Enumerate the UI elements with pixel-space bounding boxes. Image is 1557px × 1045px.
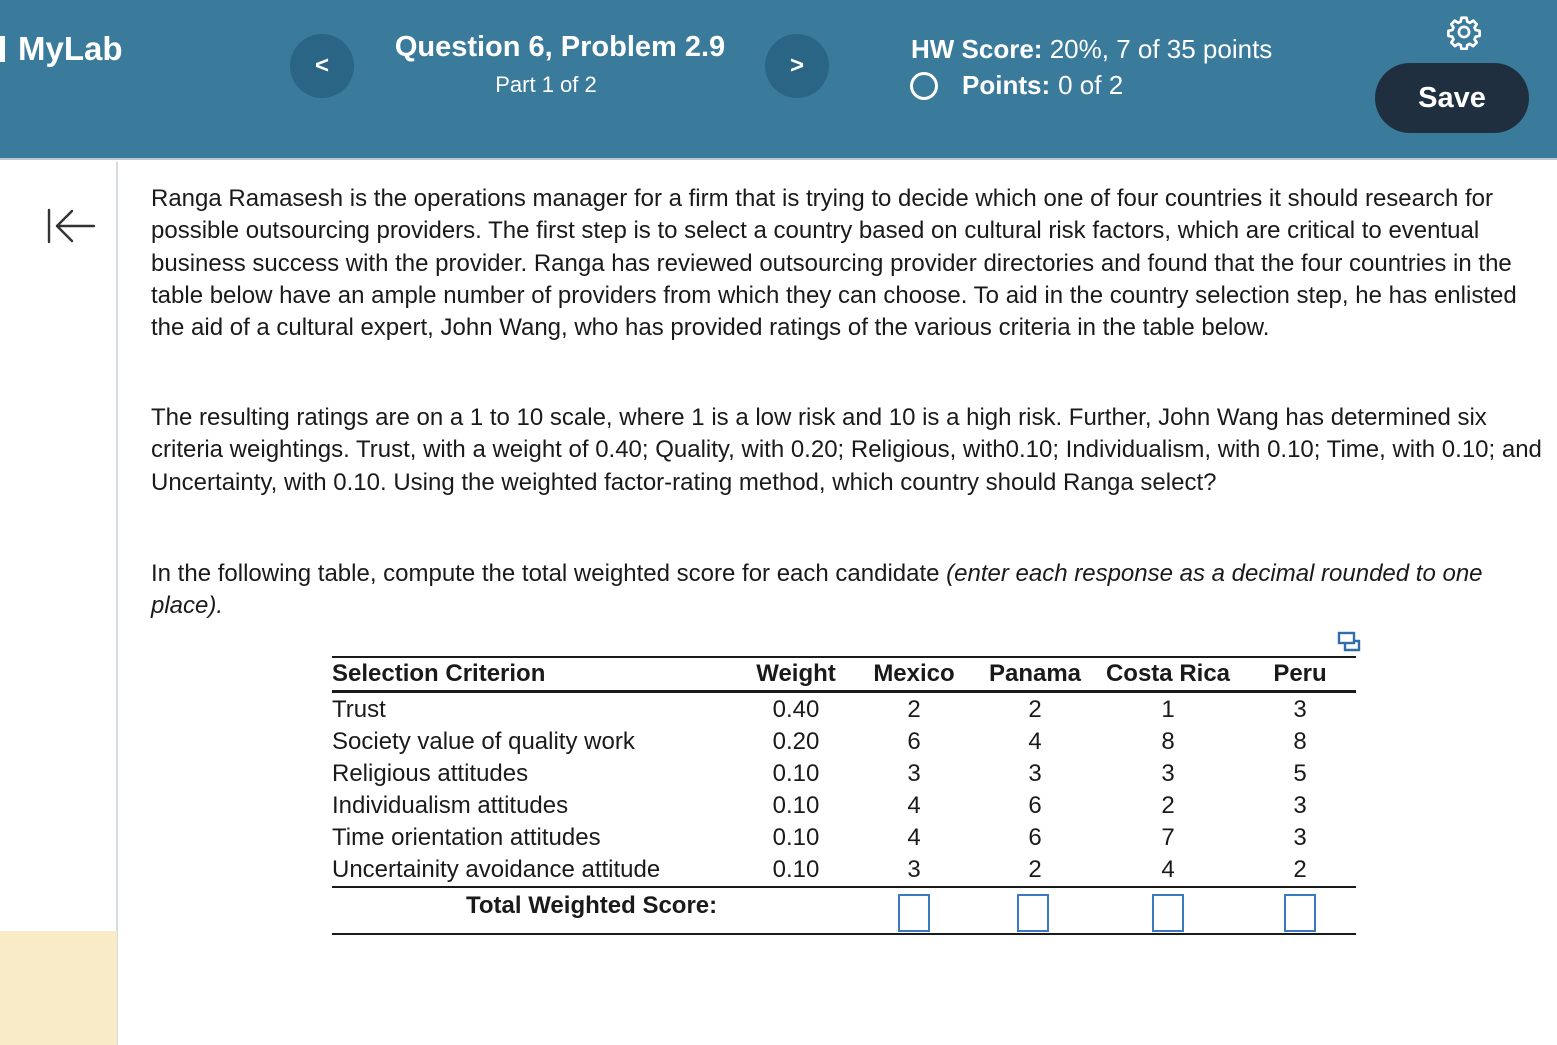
header-selection-criterion: Selection Criterion [332,660,546,687]
gear-icon[interactable] [1446,14,1482,50]
hw-score [911,34,1272,65]
peru-total-input[interactable] [1284,894,1316,932]
row-criterion: Uncertainity avoidance attitude [332,856,661,883]
row-weight: 0.10 [772,824,820,851]
row-costa-rica: 2 [1161,792,1175,819]
brand-logo: MyLab [18,30,123,67]
row-mexico: 2 [907,696,921,723]
row-peru: 8 [1293,728,1307,755]
row-criterion: Society value of quality work [332,728,635,755]
table-body-rule [332,886,1356,888]
row-peru: 3 [1293,792,1307,819]
total-weighted-score-label: Total Weighted Score: [466,892,718,919]
table-top-rule [332,656,1356,658]
row-costa-rica: 4 [1161,856,1175,883]
table-header-rule [332,690,1356,693]
header-mexico: Mexico [873,660,955,687]
row-weight: 0.40 [772,696,820,723]
collapse-left-icon[interactable] [44,206,96,246]
copy-table-icon[interactable] [1336,630,1362,654]
row-weight: 0.20 [772,728,820,755]
row-weight: 0.10 [772,792,820,819]
row-panama: 4 [1028,728,1042,755]
brand-bar [0,36,5,62]
row-panama: 2 [1028,696,1042,723]
row-criterion: Religious attitudes [332,760,529,787]
row-mexico: 3 [907,856,921,883]
costa-rica-total-input[interactable] [1152,894,1184,932]
row-costa-rica: 7 [1161,824,1175,851]
row-criterion: Individualism attitudes [332,792,569,819]
row-panama: 3 [1028,760,1042,787]
panama-total-input[interactable] [1017,894,1049,932]
row-weight: 0.10 [772,856,820,883]
row-mexico: 3 [907,760,921,787]
previous-question-button[interactable]: < [290,34,354,98]
mexico-total-input[interactable] [898,894,930,932]
header-peru: Peru [1273,660,1327,687]
instructions-italic: (enter each response as a decimal rounded to one place). [151,560,1483,620]
row-criterion: Time orientation attitudes [332,824,601,851]
row-mexico: 6 [907,728,921,755]
hw-score-value: 20%, 7 of 35 points [1049,34,1273,64]
top-header [0,0,1557,160]
row-mexico: 4 [907,792,921,819]
row-panama: 6 [1028,792,1042,819]
instructions-text: In the following table, compute the total weighted score for each candidate [151,560,947,587]
save-button[interactable]: Save [1375,63,1529,133]
points-status [910,70,1123,101]
row-costa-rica: 1 [1161,696,1175,723]
table-bottom-rule [332,933,1356,935]
row-mexico: 4 [907,824,921,851]
row-peru: 5 [1293,760,1307,787]
row-costa-rica: 3 [1161,760,1175,787]
rail-highlight [0,931,117,1045]
header-costa-rica: Costa Rica [1105,660,1231,687]
next-question-button[interactable]: > [765,34,829,98]
header-weight: Weight [756,660,836,687]
row-criterion: Trust [332,696,386,723]
left-rail [0,162,118,1045]
question-instructions [151,558,1531,623]
question-paragraph-2: The resulting ratings are on a 1 to 10 scale, where 1 is a low risk and 10 is a high risk. Further, John Wang has determined six criteria weightings. Trust, with a weight of 0.40; Quality, with 0.20; Religious, with0.10; Individualism, with 0.10; Time, with 0.10; and Uncertainty, with 0.10. Using the weighted factor-rating method, which country should Ranga select? [151,404,1542,496]
points-label: Points: [962,70,1051,100]
question-paragraph-1: Ranga Ramasesh is the operations manager for a firm that is trying to decide which one of four countries it should research for possible outsourcing providers. The first step is to select a country based on cultural risk factors, which are critical to eventual business success with the provider. Ranga has reviewed outsourcing provider directories and found that the four countries in the table below have an ample number of providers from which they can choose. To aid in the country selection step, he has enlisted the aid of a cultural expert, John Wang, who has provided ratings of the various criteria in the table below. [151,185,1517,342]
row-panama: 2 [1028,856,1042,883]
question-part: Part 1 of 2 [495,72,597,97]
row-weight: 0.10 [772,760,820,787]
row-panama: 6 [1028,824,1042,851]
circle-icon [910,72,938,100]
row-costa-rica: 8 [1161,728,1175,755]
row-peru: 3 [1293,824,1307,851]
question-title: Question 6, Problem 2.9 [394,31,726,63]
row-peru: 2 [1293,856,1307,883]
header-panama: Panama [988,660,1082,687]
row-peru: 3 [1293,696,1307,723]
hw-score-label: HW Score: [911,34,1043,64]
points-value: 0 of 2 [1058,70,1124,100]
